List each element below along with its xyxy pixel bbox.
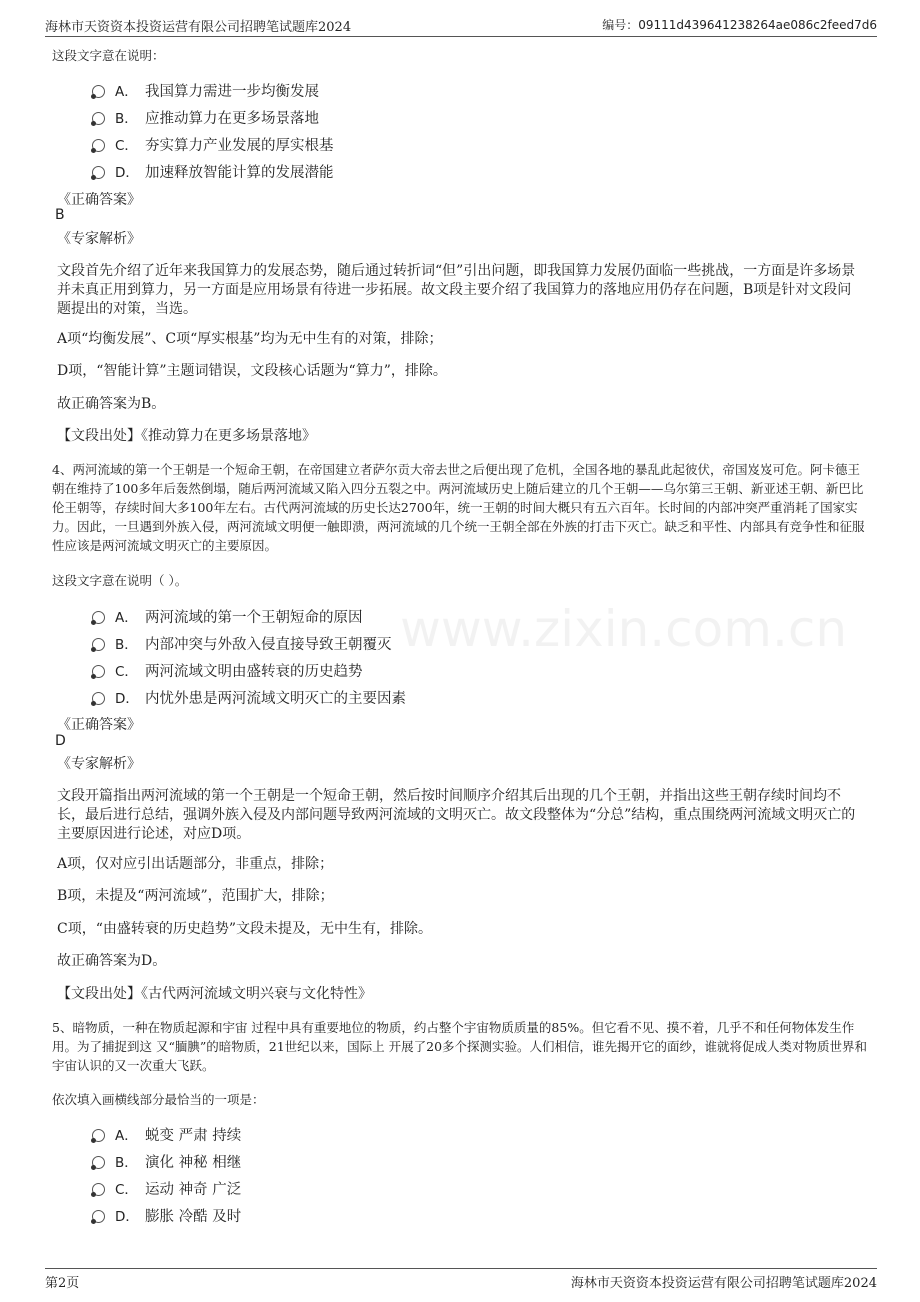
- q5-option-a[interactable]: [92, 1124, 241, 1144]
- q4-source: 【文段出处】《古代两河流域文明兴衰与文化特性》: [57, 986, 372, 1002]
- option-text: 蜕变 严肃 持续: [145, 1128, 242, 1144]
- option-text: 内忧外患是两河流域文明灭亡的主要因素: [145, 691, 406, 707]
- option-letter: D．: [115, 165, 139, 181]
- radio-icon[interactable]: [92, 1129, 105, 1142]
- radio-icon[interactable]: [92, 611, 105, 624]
- q3-analysis-paragraph: 文段首先介绍了近年来我国算力的发展态势，随后通过转折词“但”引出问题，即我国算力发展仍面临一些挑战，一方面是许多场景并未真正用到算力，另一方面是应用场景有待进一步拓展。故文段主要介绍了我国算力的落地应用仍存在问题，B项是针对文段问题提出的对策，当选。: [57, 263, 856, 317]
- option-text: 应推动算力在更多场景落地: [145, 111, 319, 127]
- option-letter: C．: [115, 1182, 138, 1198]
- q4-passage: 4、两河流域的第一个王朝是一个短命王朝，在帝国建立者萨尔贡大帝去世之后便出现了危机，全国各地的暴乱此起彼伏，帝国岌岌可危。阿卡德王朝在维持了100多年后轰然倒塌，随后两河流域又陷入四分五裂之中。两河流域历史上随后建立的几个王朝——乌尔第三王朝、新亚述王朝、新巴比伦王朝等，存续时间大多100年左右。古代两河流域的历史长达2700年，统一王朝的时间大概只有五六百年。长时间的内部冲突严重消耗了国家实力。因此，一旦遇到外族入侵，两河流域文明便一触即溃，两河流域的几个统一王朝全部在外族的打击下灭亡。缺乏和平性、内部具有竞争性和征服性应该是两河流域文明灭亡的主要原因。: [52, 462, 865, 553]
- q3-answer: B: [55, 207, 65, 223]
- q4-option-d[interactable]: [92, 687, 406, 707]
- radio-icon[interactable]: [92, 1156, 105, 1169]
- option-letter: D．: [115, 691, 139, 707]
- option-letter: A．: [115, 610, 138, 626]
- radio-icon[interactable]: [92, 139, 105, 152]
- option-letter: A．: [115, 84, 138, 100]
- option-text: 两河流域文明由盛转衰的历史趋势: [145, 664, 363, 680]
- q3-option-b[interactable]: [92, 107, 319, 127]
- option-text: 膨胀 冷酷 及时: [145, 1209, 242, 1225]
- radio-icon[interactable]: [92, 692, 105, 705]
- option-text: 演化 神秘 相继: [145, 1155, 242, 1171]
- radio-icon[interactable]: [92, 1210, 105, 1223]
- q3-option-d[interactable]: [92, 161, 334, 181]
- q3-analysis-paragraph: 故正确答案为B。: [57, 396, 166, 412]
- page-number: 第2页: [45, 1276, 80, 1291]
- q4-answer: D: [55, 733, 66, 749]
- q4-option-c[interactable]: [92, 660, 363, 680]
- radio-icon[interactable]: [92, 85, 105, 98]
- q5-prompt: 依次填入画横线部分最恰当的一项是：: [52, 1092, 265, 1107]
- watermark: www.zixin.com.cn: [400, 600, 848, 658]
- document-code: 编号：09111d439641238264ae086c2feed7d6: [602, 18, 877, 32]
- q4-option-a[interactable]: [92, 606, 363, 626]
- option-letter: B．: [115, 111, 138, 127]
- q3-option-c[interactable]: [92, 134, 334, 154]
- footer-title: 海林市天资资本投资运营有限公司招聘笔试题库2024: [570, 1276, 877, 1291]
- option-text: 运动 神奇 广泛: [145, 1182, 242, 1198]
- option-letter: C．: [115, 664, 138, 680]
- q5-passage: 5、暗物质，一种在物质起源和宇宙 过程中具有重要地位的物质，约占整个宇宙物质质量的85%。但它看不见、摸不着，几乎不和任何物体发生作用。为了捕捉到这 又“腼腆”的暗物质，21世纪以来，国际上 开展了20多个探测实验。人们相信，谁先揭开它的面纱，谁就将促成人类对物质世界和宇宙认识的又一次重大飞跃。: [52, 1020, 868, 1073]
- option-text: 加速释放智能计算的发展潜能: [145, 165, 334, 181]
- radio-icon[interactable]: [92, 166, 105, 179]
- q4-analysis-paragraph: B项，未提及“两河流域”，范围扩大，排除；: [57, 888, 334, 904]
- q3-option-a[interactable]: [92, 80, 319, 100]
- q5-option-c[interactable]: [92, 1178, 241, 1198]
- q4-analysis-paragraph: 故正确答案为D。: [57, 953, 167, 969]
- q5-option-b[interactable]: [92, 1151, 241, 1171]
- q4-analysis-paragraph: 文段开篇指出两河流域的第一个王朝是一个短命王朝，然后按时间顺序介绍其后出现的几个王朝，并指出这些王朝存续时间均不长，最后进行总结，强调外族入侵及内部问题导致两河流域的文明灭亡。故文段整体为“分总”结构，重点围绕两河流域文明灭亡的主要原因进行论述，对应D项。: [57, 788, 856, 842]
- option-letter: B．: [115, 637, 138, 653]
- q3-analysis-label: 《专家解析》: [57, 231, 141, 247]
- q4-option-b[interactable]: [92, 633, 392, 653]
- q4-prompt: 这段文字意在说明（ ）。: [52, 573, 188, 588]
- q4-analysis-label: 《专家解析》: [57, 756, 141, 772]
- option-text: 两河流域的第一个王朝短命的原因: [145, 610, 363, 626]
- option-letter: C．: [115, 138, 138, 154]
- radio-icon[interactable]: [92, 665, 105, 678]
- option-text: 我国算力需进一步均衡发展: [145, 84, 319, 100]
- option-letter: B．: [115, 1155, 138, 1171]
- q4-analysis-paragraph: C项，“由盛转衰的历史趋势”文段未提及，无中生有，排除。: [57, 921, 433, 937]
- q5-option-d[interactable]: [92, 1205, 241, 1225]
- q3-prompt: 这段文字意在说明：: [52, 48, 165, 63]
- q3-analysis-paragraph: A项“均衡发展”、C项“厚实根基”均为无中生有的对策，排除；: [57, 331, 443, 347]
- header-title: 海林市天资资本投资运营有限公司招聘笔试题库2024: [45, 20, 352, 35]
- q3-analysis-paragraph: D项，“智能计算”主题词错误，文段核心话题为“算力”，排除。: [57, 363, 447, 379]
- option-text: 内部冲突与外敌入侵直接导致王朝覆灭: [145, 637, 392, 653]
- radio-icon[interactable]: [92, 638, 105, 651]
- option-letter: A．: [115, 1128, 138, 1144]
- page-header: [45, 14, 877, 37]
- q4-analysis-paragraph: A项，仅对应引出话题部分，非重点，排除；: [57, 856, 334, 872]
- radio-icon[interactable]: [92, 1183, 105, 1196]
- radio-icon[interactable]: [92, 112, 105, 125]
- q3-answer-label: 《正确答案》: [57, 192, 141, 208]
- page-footer: [45, 1268, 877, 1291]
- option-text: 夯实算力产业发展的厚实根基: [145, 138, 334, 154]
- q4-answer-label: 《正确答案》: [57, 717, 141, 733]
- option-letter: D．: [115, 1209, 139, 1225]
- q3-source: 【文段出处】《推动算力在更多场景落地》: [57, 428, 316, 444]
